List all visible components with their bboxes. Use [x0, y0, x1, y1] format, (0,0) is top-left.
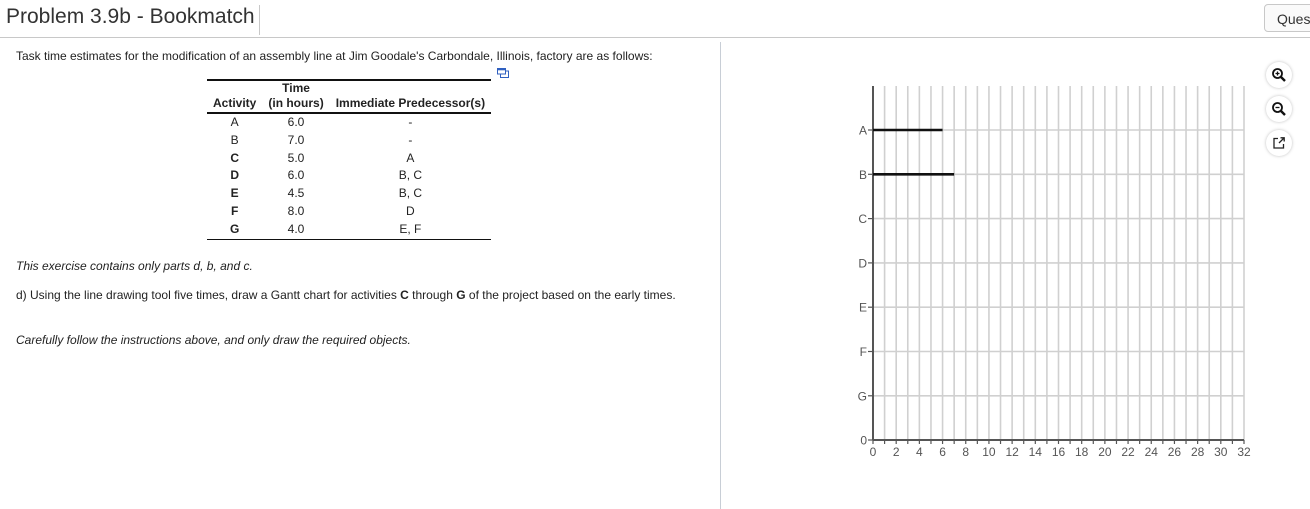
popout-button[interactable]: [1266, 130, 1292, 156]
cell-activity: B: [230, 132, 239, 147]
x-tick-label: 20: [1098, 445, 1112, 459]
activity-table: [207, 79, 491, 240]
cell-time: 4.5: [287, 186, 305, 201]
x-tick-label: 28: [1190, 445, 1205, 459]
y-tick-label: D: [858, 256, 867, 271]
col-time-line2: (in hours): [262, 96, 329, 113]
cell-pred: -: [408, 115, 413, 129]
cell-activity: C: [230, 150, 240, 165]
x-tick-label: 16: [1051, 445, 1066, 459]
cell-time: 7.0: [287, 132, 305, 147]
parts-note: This exercise contains only parts d, b, and c.: [16, 259, 253, 273]
x-tick-label: 24: [1144, 445, 1158, 459]
graph-tools: [1266, 62, 1292, 164]
cell-pred: B, C: [398, 168, 423, 183]
zoom-in-icon: [1271, 67, 1287, 83]
cell-activity: D: [230, 168, 240, 183]
x-tick-label: 8: [962, 445, 970, 459]
problem-panel: [0, 38, 720, 509]
y-tick-label: E: [858, 300, 867, 315]
table-row: [207, 185, 491, 203]
x-tick-label: 26: [1167, 445, 1182, 459]
x-tick-label: 2: [892, 445, 900, 459]
cell-time: 4.0: [287, 221, 305, 236]
cell-pred: A: [406, 150, 415, 165]
x-tick-label: 30: [1214, 445, 1228, 459]
zoom-out-icon: [1271, 101, 1287, 117]
intro-text: Task time estimates for the modification of an assembly line at Jim Goodale's Carbondale, Illinois, factory are as follows:: [16, 49, 653, 63]
popout-icon: [1272, 136, 1286, 150]
cell-activity: G: [230, 221, 240, 236]
question-button[interactable]: Ques: [1264, 4, 1310, 32]
x-tick-label: 0: [869, 445, 877, 459]
cell-time: 8.0: [287, 203, 305, 218]
cell-time: 6.0: [287, 168, 305, 183]
cell-time: 6.0: [287, 115, 305, 129]
x-tick-label: 12: [1005, 445, 1019, 459]
x-tick-label: 22: [1121, 445, 1135, 459]
panel-divider[interactable]: [720, 42, 721, 509]
col-time-line1: Time: [282, 81, 310, 95]
part-d-instructions: d) Using the line drawing tool five times, draw a Gantt chart for activities C through G of the project based on the early times.: [16, 288, 676, 302]
cell-pred: D: [406, 203, 415, 218]
y-tick-label: G: [857, 389, 867, 404]
x-tick-label: 18: [1075, 445, 1089, 459]
caution-text: Carefully follow the instructions above, and only draw the required objects.: [16, 333, 411, 347]
header: [0, 0, 1310, 38]
cell-activity: F: [231, 203, 239, 218]
table-row: [207, 167, 491, 185]
x-tick-label: 6: [939, 445, 946, 459]
table-row: [207, 150, 491, 168]
page-title: Problem 3.9b - Bookmatch: [6, 5, 260, 35]
table-row: [207, 221, 491, 239]
x-tick-label: 4: [916, 445, 923, 459]
y-tick-label: 0: [860, 433, 867, 448]
x-tick-label: 14: [1028, 445, 1042, 459]
y-tick-label: B: [858, 167, 867, 182]
table-row: [207, 203, 491, 221]
cell-pred: -: [408, 132, 413, 147]
expand-table-icon[interactable]: [497, 68, 509, 78]
y-tick-label: F: [859, 345, 867, 359]
table-row: [207, 132, 491, 150]
cell-time: 5.0: [287, 150, 305, 165]
cell-pred: B, C: [398, 186, 423, 201]
col-predecessors: Immediate Predecessor(s): [330, 96, 491, 113]
zoom-out-button[interactable]: [1266, 96, 1292, 122]
col-activity: Activity: [207, 96, 262, 113]
table-row: [207, 113, 491, 132]
cell-pred: E, F: [399, 221, 422, 236]
cell-activity: E: [230, 186, 239, 201]
x-tick-label: 32: [1237, 445, 1251, 459]
zoom-in-button[interactable]: [1266, 62, 1292, 88]
cell-activity: A: [230, 115, 239, 129]
y-tick-label: A: [858, 123, 867, 138]
y-tick-label: C: [858, 212, 867, 227]
x-tick-label: 10: [982, 445, 996, 459]
gantt-chart-canvas[interactable]: [840, 80, 1260, 470]
